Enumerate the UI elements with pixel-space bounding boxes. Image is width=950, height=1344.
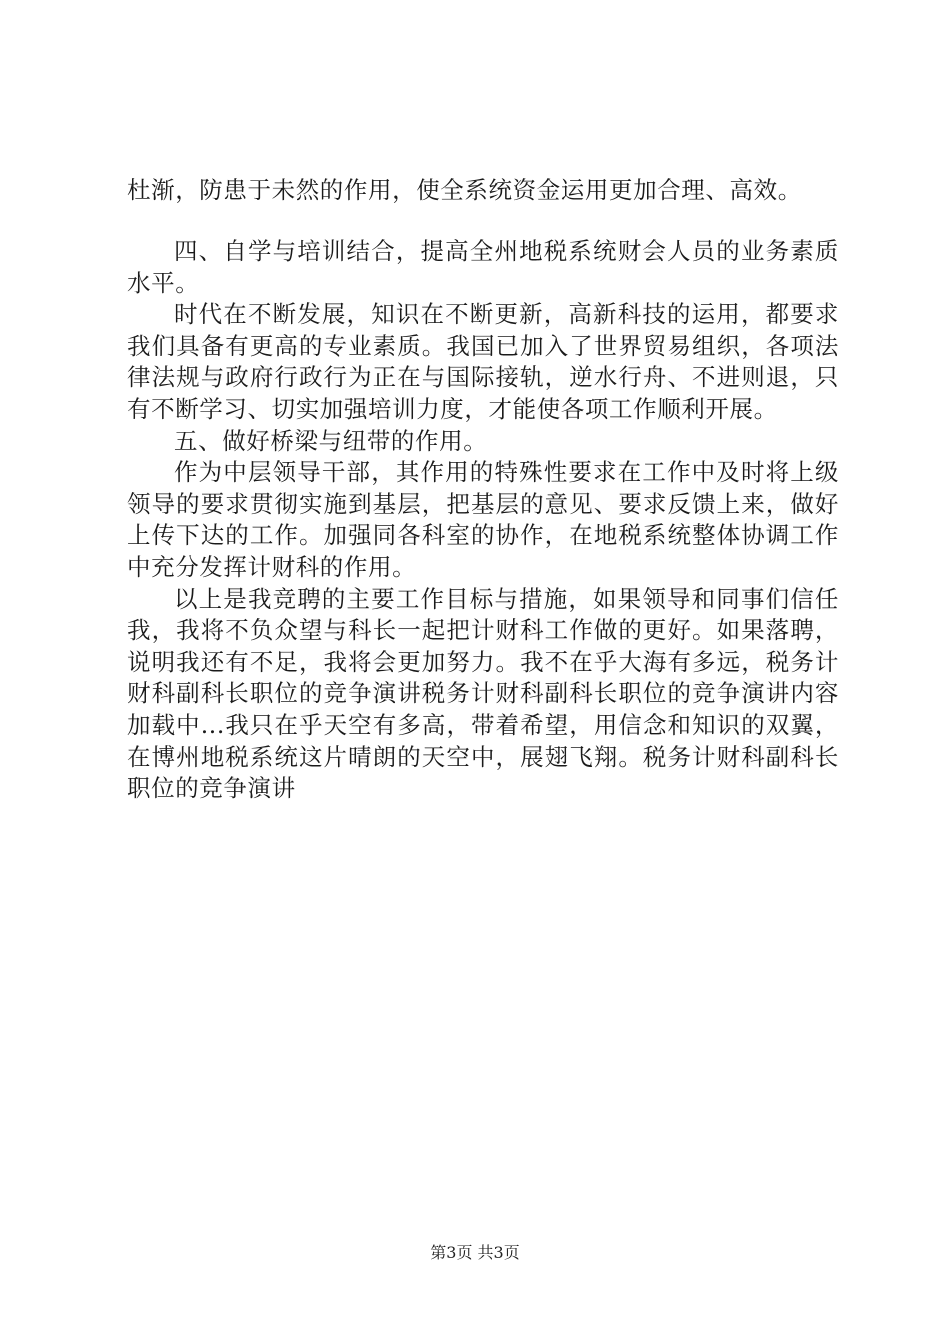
paragraph-knowledge: 时代在不断发展，知识在不断更新，高新科技的运用，都要求我们具备有更高的专业素质。我国已加入了世界贸易组织，各项法律法规与政府行政行为正在与国际接轨，逆水行舟、不进则退，只有不断学习、切实加强培训力度，才能使各项工作顺利开展。	[127, 300, 839, 423]
page-number-footer: 第3页 共3页	[430, 1243, 520, 1262]
paragraph-conclusion: 以上是我竞聘的主要工作目标与措施，如果领导和同事们信任我，我将不负众望与科长一起把计财科工作做的更好。如果落聘，说明我还有不足，我将会更加努力。我不在乎大海有多远，税务计财科副科长职位的竞争演讲税务计财科副科长职位的竞争演讲内容加载中...我只在乎天空有多高，带着希望，用信念和知识的双翼，在博州地税系统这片晴朗的天空中，展翅飞翔。税务计财科副科长职位的竞争演讲	[127, 584, 839, 803]
document-body	[127, 236, 839, 805]
paragraph-middle-leader: 作为中层领导干部，其作用的特殊性要求在工作中及时将上级领导的要求贯彻实施到基层，把基层的意见、要求反馈上来，做好上传下达的工作。加强同各科室的协作，在地税系统整体协调工作中充分发挥计财科的作用。	[127, 458, 839, 581]
section-heading-five: 五、做好桥梁与纽带的作用。	[174, 426, 488, 455]
section-heading-four: 四、自学与培训结合，提高全州地税系统财会人员的业务素质水平。	[127, 237, 839, 297]
continuation-line: 杜渐，防患于未然的作用，使全系统资金运用更加合理、高效。	[127, 176, 802, 204]
